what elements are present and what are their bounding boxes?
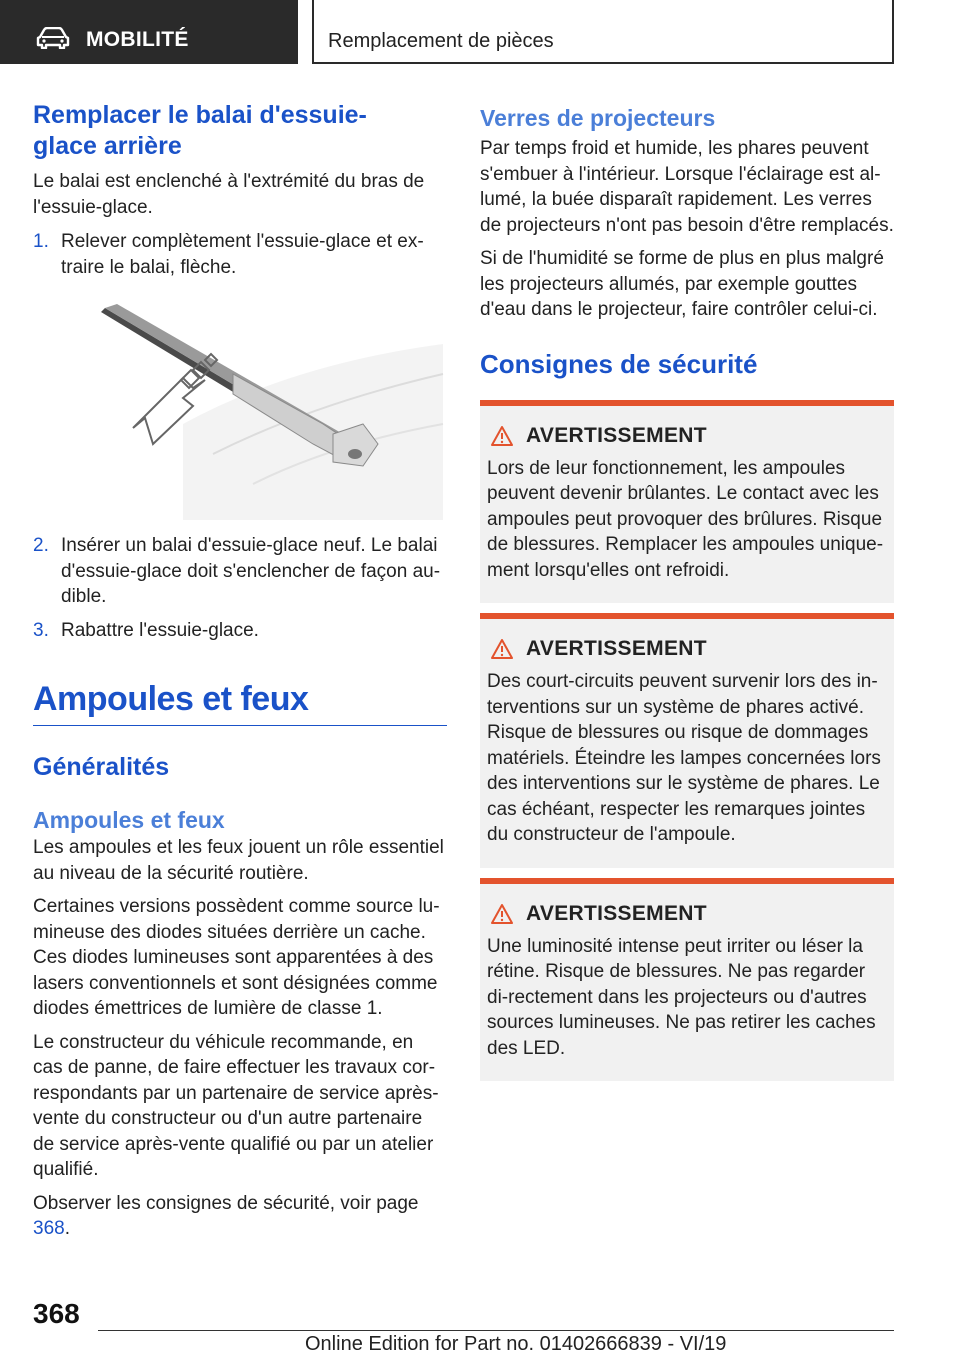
step-text: Relever complètement l'essuie-glace et ex-traire le balai, flèche. (61, 231, 424, 278)
warning-box (480, 400, 894, 604)
warning-triangle-icon (490, 425, 514, 447)
reference-end: . (64, 1218, 70, 1239)
consignes-title: Consignes de sécurité (480, 348, 758, 379)
chapter-header (312, 0, 894, 64)
ampoules-subtitle: Ampoules et feux (33, 807, 225, 833)
footer-divider (98, 1330, 894, 1331)
step-number: 3. (33, 619, 49, 641)
step-number: 1. (33, 231, 49, 252)
step-item (33, 618, 447, 644)
step-text: Rabattre l'essuie-glace. (61, 619, 259, 641)
section-tab[interactable] (0, 0, 298, 64)
right-column (480, 104, 894, 1081)
paragraph: Par temps froid et humide, les phares peuvent s'embuer à l'intérieur. Lorsque l'éclairage est al-lumé, la buée disparaît rapidement. Les verres de projecteurs n'ont pas besoin d'être remplacés. (480, 138, 894, 236)
paragraph: Si de l'humidité se forme de plus en plus malgré les projecteurs allumés, par exemple gouttes d'eau dans le projecteur, faire contrôler celui-ci. (480, 248, 884, 320)
car-icon (36, 27, 70, 49)
warning-text: Des court-circuits peuvent survenir lors des in-terventions sur un système de phares activé. Risque de blessures ou risque de dommages matériels. Éteindre les lampes concernées lors des interventions sur le système de phares. Le cas échéant, respecter les remarques jointes du constructeur de l'ampoule. (487, 671, 881, 845)
warning-title: AVERTISSEMENT (526, 901, 707, 925)
paragraph: Les ampoules et les feux jouent un rôle essentiel au niveau de la sécurité routière. (33, 837, 444, 884)
page-number: 368 (33, 1298, 80, 1329)
warning-box (480, 878, 894, 1082)
reference-text: Observer les consignes de sécurité, voir page (33, 1192, 419, 1214)
wiper-intro: Le balai est enclenché à l'extrémité du bras de l'essuie-glace. (33, 171, 425, 218)
paragraph: Certaines versions possèdent comme source lu-mineuse des diodes situées derrière un cache. Ces diodes lumineuses sont apparentées à des lasers conventionnels et sont désignées comme diodes émettrices de lumière de classe 1. (33, 896, 440, 1019)
warning-text: Une luminosité intense peut irriter ou léser la rétine. Risque de blessures. Ne pas regarder di-rectement dans les projecteurs ou d'autres sources lumineuses. Ne pas retirer les caches des LED. (487, 935, 876, 1059)
generalites-title: Généralités (33, 753, 170, 781)
wiper-section-title: Remplacer le balai d'essuie- glace arrière (33, 101, 367, 160)
warning-title: AVERTISSEMENT (526, 423, 707, 447)
step-number: 2. (33, 535, 49, 556)
edition-text: Online Edition for Part no. 01402666839 - VI/19 (305, 1333, 727, 1355)
warning-triangle-icon (490, 638, 514, 660)
wiper-steps-continued (33, 533, 447, 643)
paragraph: Le constructeur du véhicule recommande, en cas de panne, de faire effectuer les travaux cor-respondants par un partenaire de service après-vente du constructeur ou d'un autre partenaire de service après-vente qualifié ou par un atelier qualifié. (33, 1031, 439, 1180)
wiper-illustration (33, 294, 447, 520)
warning-box (480, 613, 894, 868)
verres-title: Verres de projecteurs (480, 105, 716, 131)
page-reference-link[interactable]: 368 (33, 1218, 65, 1239)
chapter-label: Remplacement de pièces (328, 30, 554, 52)
warning-title: AVERTISSEMENT (526, 637, 707, 660)
step-item (33, 229, 447, 280)
section-label: MOBILITÉ (86, 28, 189, 51)
chapter-divider (33, 725, 447, 726)
step-text: Insérer un balai d'essuie-glace neuf. Le balai d'essuie-glace doit s'enclencher de façon au-dible. (61, 535, 441, 607)
warning-triangle-icon (490, 903, 514, 925)
paragraph (33, 1191, 447, 1242)
wiper-steps (33, 229, 447, 280)
chapter-title: Ampoules et feux (33, 680, 309, 718)
left-column (33, 100, 447, 1242)
step-item (33, 533, 447, 610)
warning-text: Lors de leur fonctionnement, les ampoules peuvent devenir brûlantes. Le contact avec les ampoules peut provoquer des brûlures. Risque de blessures. Remplacer les ampoules unique-ment lorsqu'elles ont refroidi. (487, 457, 884, 581)
